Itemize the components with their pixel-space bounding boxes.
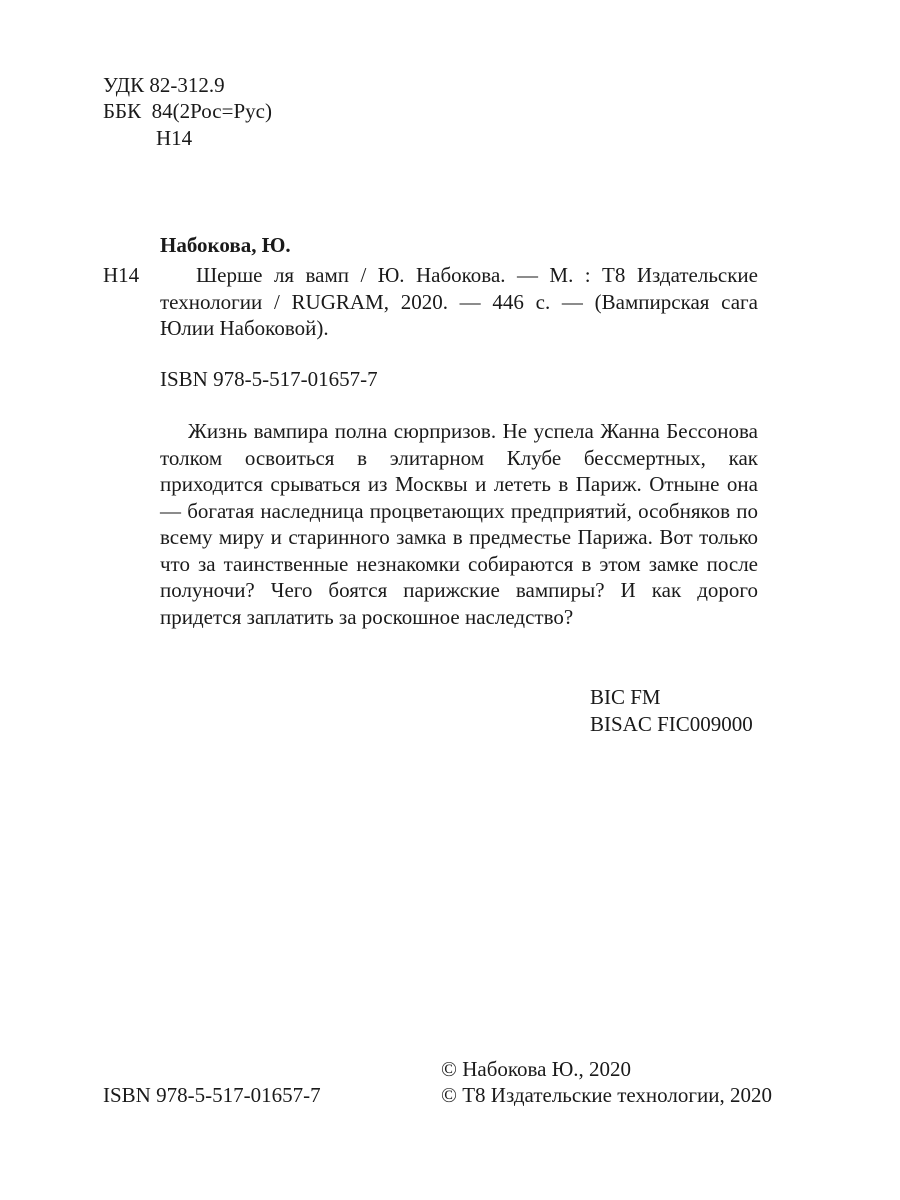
author-sign-record: Н14 <box>103 263 140 287</box>
udk-line <box>103 72 225 98</box>
isbn-record: ISBN 978-5-517-01657-7 <box>160 367 378 391</box>
author-heading: Набокова, Ю. <box>160 233 291 257</box>
copyright-publisher: © Т8 Издательские технологии, 2020 <box>441 1083 772 1107</box>
bbk-line <box>103 98 272 124</box>
copyright-author: © Набокова Ю., 2020 <box>441 1057 632 1081</box>
bibliographic-description: Шерше ля вамп / Ю. Набокова. — М. : Т8 Издательские технологии / RUGRAM, 2020. — 446 с. — (Вампирская сага Юлии Набоковой). <box>160 263 758 340</box>
bbk-code: 84(2Рос=Рус) <box>151 99 272 123</box>
bisac-code: BISAC FIC009000 <box>590 712 753 736</box>
udk-code: 82-312.9 <box>149 73 225 97</box>
udk-label: УДК <box>103 73 145 97</box>
annotation-paragraph: Жизнь вампира полна сюрпризов. Не успела Жанна Бессонова толком освоиться в элитарном Клубе бессмертных, как приходится срываться из Москвы и лететь в Париж. Отныне она — богатая наследница процветающих предприятий, особняков по всему миру и старинного замка в предместье Парижа. Вот только что за таинственные незнакомки собираются в этом замке после полуночи? Чего боятся парижские вампиры? И как дорого придется заплатить за роскошное наследство? <box>160 419 758 629</box>
bic-code: BIC FM <box>590 685 661 709</box>
bbk-label: ББК <box>103 99 142 123</box>
author-sign-top: Н14 <box>156 126 193 150</box>
isbn-footer: ISBN 978-5-517-01657-7 <box>103 1083 321 1107</box>
